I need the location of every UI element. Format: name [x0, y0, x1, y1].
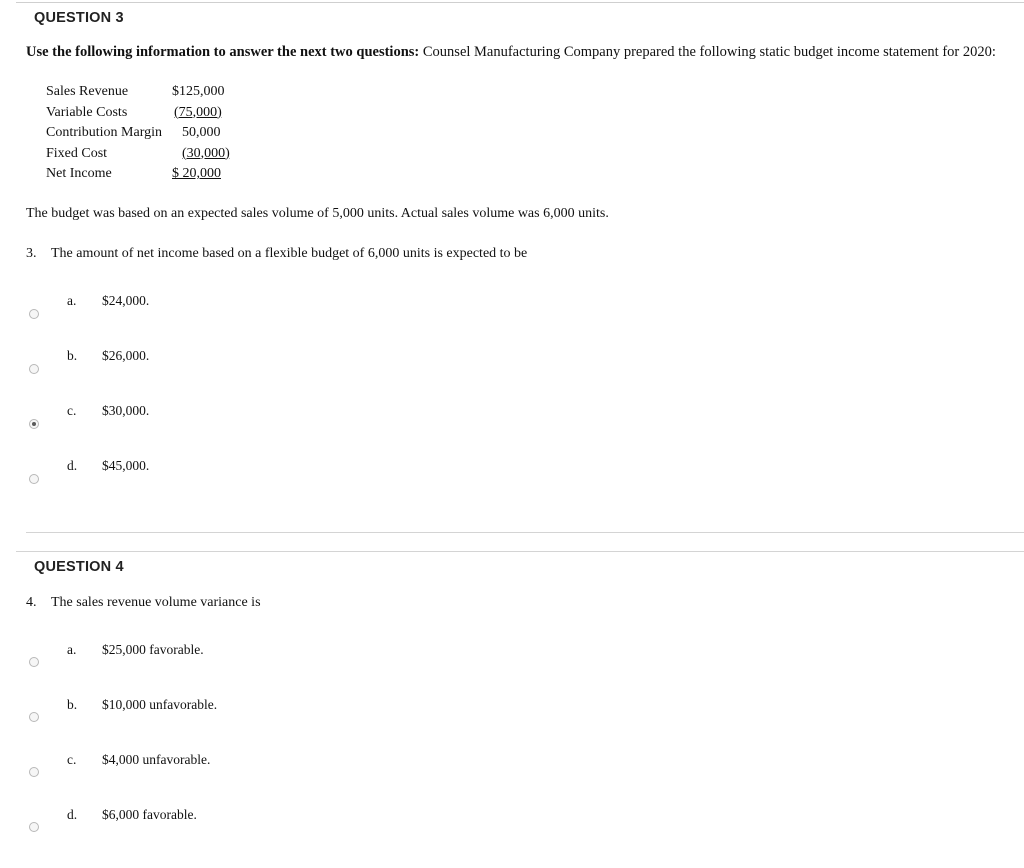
- budget-note: The budget was based on an expected sales volume of 5,000 units. Actual sales volume was 6,000 units.: [26, 206, 609, 221]
- income-value: 50,000: [182, 125, 221, 140]
- income-value: (30,000): [182, 145, 230, 161]
- option-text: $10,000 unfavorable.: [102, 697, 218, 712]
- question-3-number: 3.: [26, 246, 37, 261]
- question-3-heading: QUESTION 3: [34, 10, 124, 26]
- question-4-heading: QUESTION 4: [34, 559, 124, 575]
- option-text: $4,000 unfavorable.: [102, 752, 211, 767]
- top-divider: [16, 2, 1024, 3]
- option-letter: d.: [67, 807, 78, 822]
- intro-bold-text: Use the following information to answer the next two questions:: [26, 44, 420, 60]
- income-label: Fixed Cost: [46, 145, 108, 161]
- option-text: $26,000.: [102, 348, 150, 363]
- question-4-option-b-radio[interactable]: [29, 712, 39, 722]
- question-3-option-a-radio[interactable]: [29, 309, 39, 319]
- option-letter: c.: [67, 403, 77, 418]
- option-letter: b.: [67, 348, 78, 363]
- option-letter: c.: [67, 752, 77, 767]
- income-value: $125,000: [172, 84, 225, 99]
- option-letter: b.: [67, 697, 78, 712]
- intro-text: Counsel Manufacturing Company prepared the following static budget income statement for 2020:: [419, 44, 996, 60]
- option-letter: a.: [67, 293, 77, 308]
- income-label: Contribution Margin: [46, 125, 163, 140]
- option-text: $24,000.: [102, 293, 150, 308]
- question-4-option-a-radio[interactable]: [29, 657, 39, 667]
- question-4-option-d-radio[interactable]: [29, 822, 39, 832]
- question-3-option-b-radio[interactable]: [29, 364, 39, 374]
- question-4-prompt: The sales revenue volume variance is: [51, 595, 261, 610]
- option-letter: d.: [67, 458, 78, 473]
- income-value: (75,000): [174, 104, 222, 120]
- income-label: Sales Revenue: [46, 84, 129, 99]
- option-text: $45,000.: [102, 458, 150, 473]
- income-label: Variable Costs: [46, 104, 128, 120]
- question-3-intro: [26, 44, 1016, 61]
- option-text: $25,000 favorable.: [102, 642, 204, 657]
- question-3-prompt: The amount of net income based on a flexible budget of 6,000 units is expected to be: [51, 246, 528, 261]
- question-4-option-c-radio[interactable]: [29, 767, 39, 777]
- option-text: $6,000 favorable.: [102, 807, 197, 822]
- question-3-option-c-radio[interactable]: [29, 419, 39, 429]
- income-value: $ 20,000: [172, 166, 221, 181]
- option-text: $30,000.: [102, 403, 150, 418]
- question-3-option-d-radio[interactable]: [29, 474, 39, 484]
- question-divider: [16, 551, 1024, 552]
- option-letter: a.: [67, 642, 77, 657]
- question-4-number: 4.: [26, 595, 37, 610]
- income-label: Net Income: [46, 166, 112, 181]
- answer-divider: [26, 532, 1024, 533]
